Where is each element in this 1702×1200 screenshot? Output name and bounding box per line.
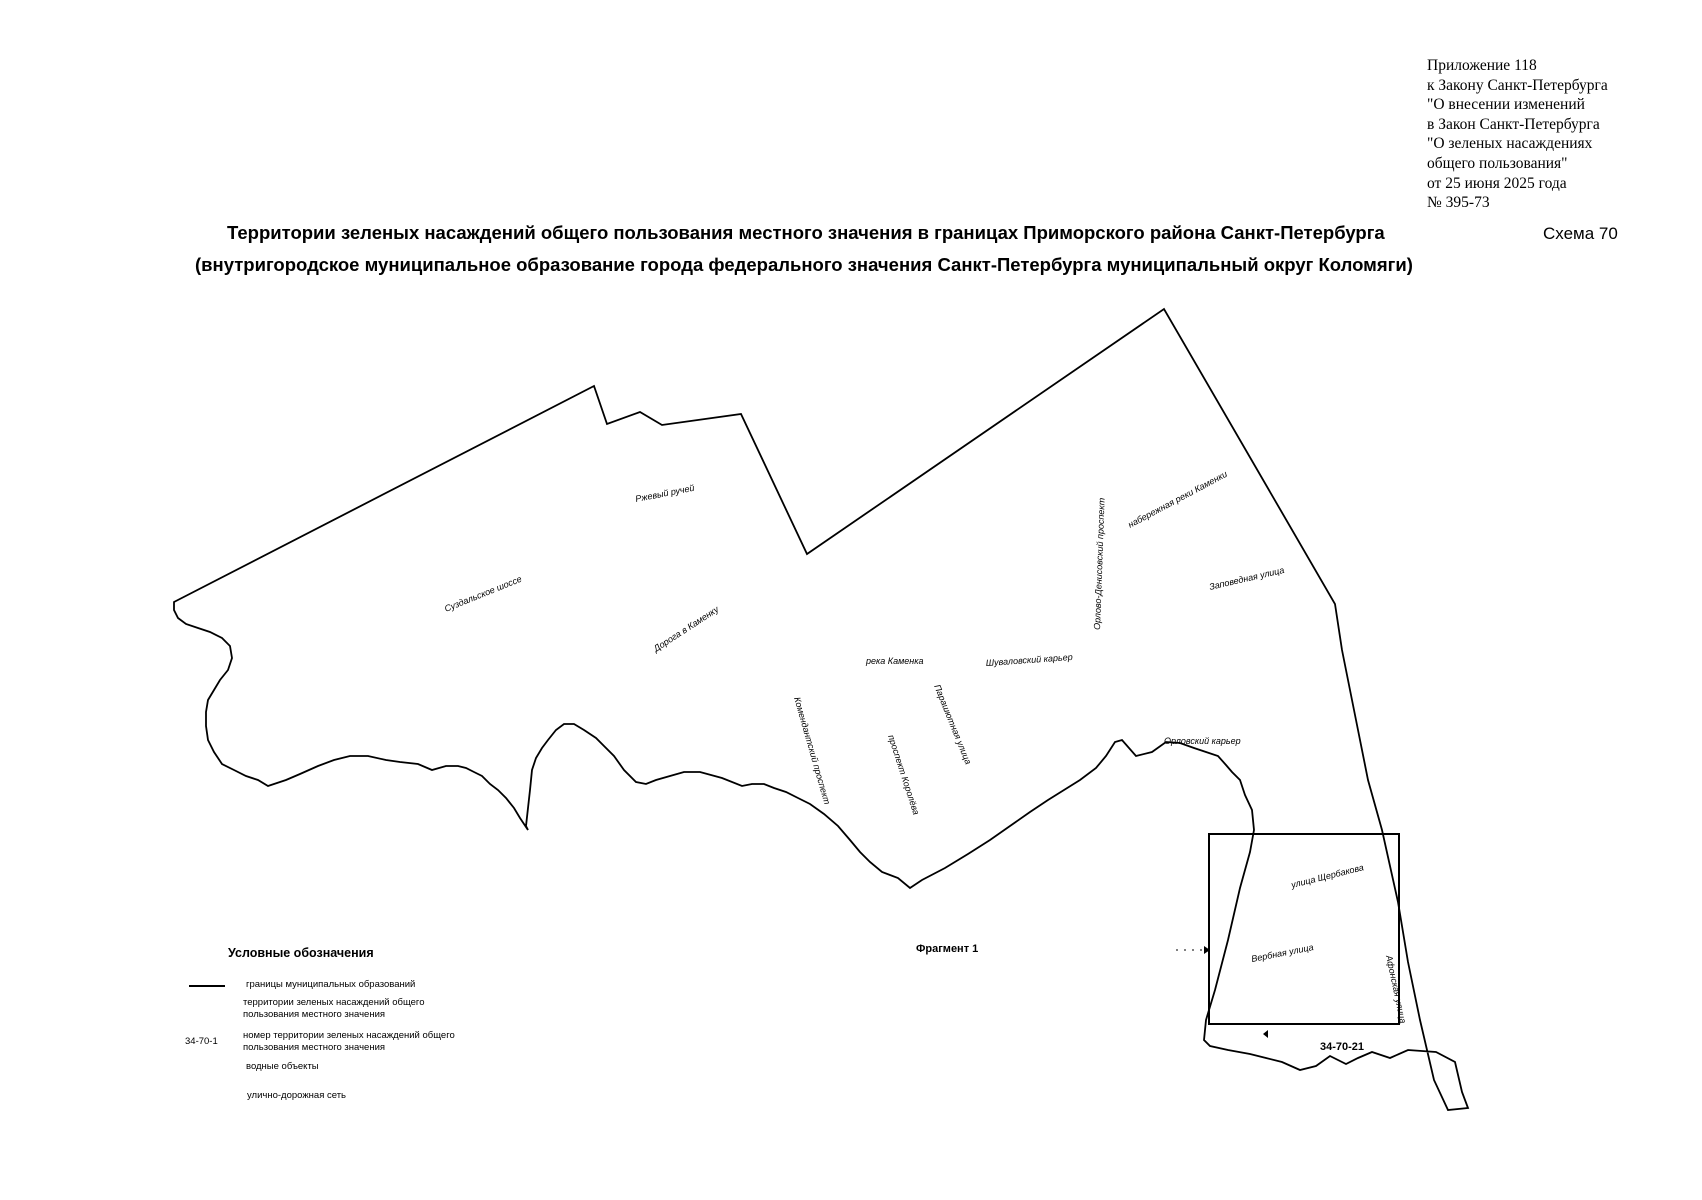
street-label-reka: река Каменка [866,656,924,666]
street-label-komendant: Комендантский проспект [792,695,833,806]
legend-roads: улично-дорожная сеть [247,1090,347,1101]
map-subtitle: (внутригородское муниципальное образование города федерального значения Санкт-Петербурга муниципальный округ Коломяги) [195,254,1413,275]
street-label-korolev: проспект Королёва [886,733,922,817]
street-label-afonskaya: Афонская улица [1384,954,1409,1025]
legend-title: Условные обозначения [228,946,374,960]
legend-green-2: пользования местного значения [243,1009,386,1020]
arrow-icon [1263,1030,1268,1038]
legend-number-2: пользования местного значения [243,1042,386,1053]
street-label-naberezh: набережная реки Каменки [1126,468,1229,530]
territory-number: 34-70-21 [1320,1041,1365,1053]
fragment-1-frame [1209,834,1399,1024]
street-label-parashut: Парашютная улица [932,683,974,766]
annex-line: общего пользования" [1427,154,1568,172]
legend-water: водные объекты [246,1061,319,1072]
street-label-doroga: Дорога в Каменку [651,604,721,654]
legend-green-1: территории зеленых насаждений общего [243,997,425,1008]
street-label-scherbak: улица Щербакова [1290,862,1365,890]
annex-line: Приложение 118 [1427,57,1537,74]
street-label-verbnaya: Вербная улица [1250,942,1315,964]
legend-number-code: 34-70-1 [185,1036,218,1047]
legend-number-1: номер территории зеленых насаждений общего [243,1030,455,1041]
map-title: Территории зеленых насаждений общего пользования местного значения в границах Приморского района Санкт-Петербурга [227,222,1385,243]
annex-line: "О внесении изменений [1427,96,1585,114]
fragment-label: Фрагмент 1 [916,943,979,955]
street-label-rzhevy: Ржевый ручей [634,482,696,504]
annex-line: от 25 июня 2025 года [1427,174,1567,192]
annex-line: в Закон Санкт-Петербурга [1427,115,1600,133]
annex-line: № 395-73 [1427,194,1490,212]
street-label-orlovo: Орлово-Денисовский проспект [1092,497,1107,631]
legend-borders: границы муниципальных образований [246,979,416,990]
annex-line: "О зеленых насаждениях [1427,135,1593,153]
street-label-orlovsky: Орловский карьер [1164,736,1241,746]
legend-border-line [189,985,225,987]
street-label-suzdalskoe: Суздальское шоссе [443,573,524,614]
street-label-zapoved: Заповедная улица [1208,564,1286,592]
street-label-shuvalov: Шуваловский карьер [985,651,1073,668]
annex-line: к Закону Санкт-Петербурга [1427,76,1608,94]
scheme-number: Схема 70 [1543,224,1618,243]
